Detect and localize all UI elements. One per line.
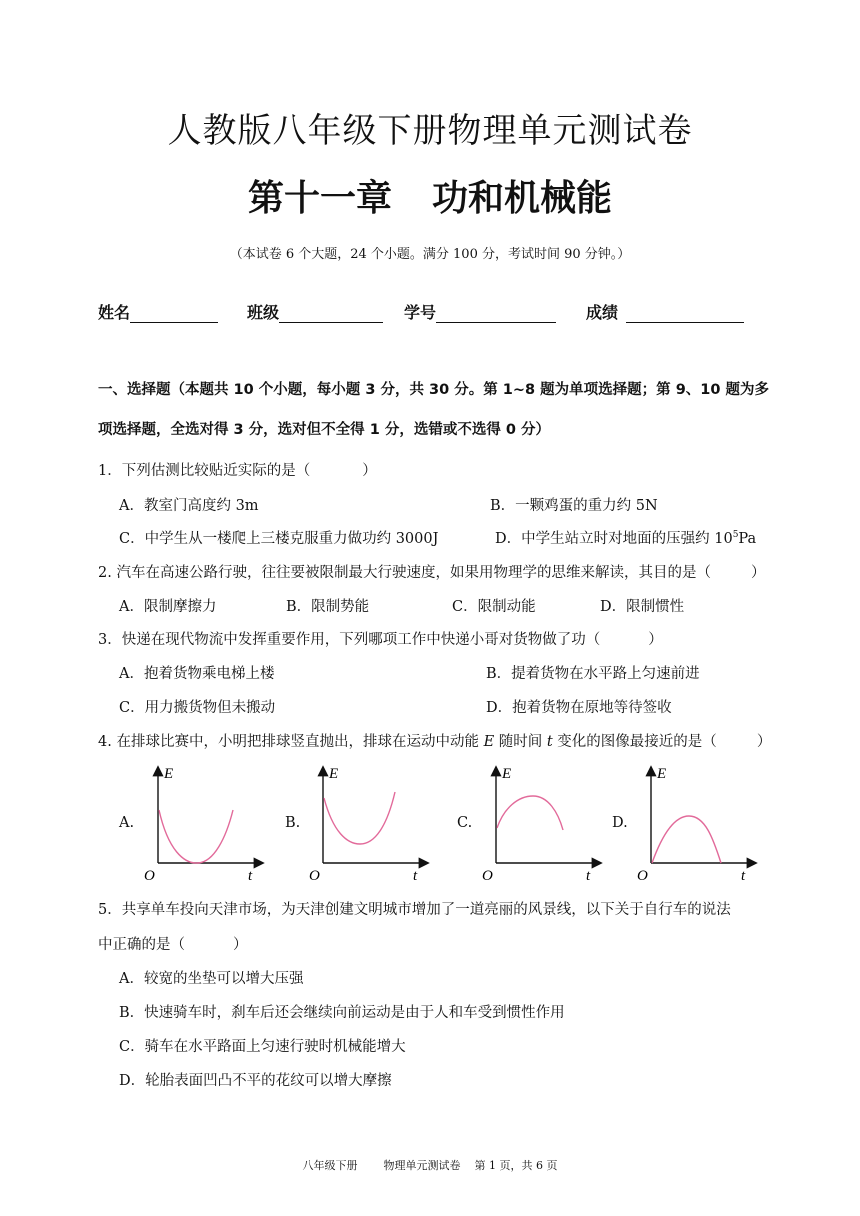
footer-subject: 物理单元测试卷 [383, 1159, 461, 1172]
q5-option-d: D．轮胎表面凹凸不平的花纹可以增大摩擦 [119, 1073, 392, 1089]
q2-stem-text: 2. 汽车在高速公路行驶，往往要被限制最大行驶速度，如果用物理学的思维来解读，其目的是（ [98, 565, 711, 581]
q4-close: ） [756, 734, 772, 750]
q4-var-t: t [546, 734, 553, 750]
q2-option-a: A．限制摩擦力 [119, 599, 217, 615]
q2-close: ） [750, 565, 766, 581]
chapter-name: 功和机械能 [432, 178, 613, 219]
question-5-stem-line1: 5．共享单车投向天津市场，为天津创建文明城市增加了一道亮丽的风景线，以下关于自行车的说法 [98, 902, 731, 918]
kinetic-energy-curve [497, 796, 563, 830]
q3-option-b: B．提着货物在水平路上匀速前进 [486, 666, 700, 682]
q2-option-c: C．限制动能 [452, 599, 536, 615]
q4-var-e: E [483, 734, 495, 750]
footer-grade: 八年级下册 [302, 1159, 358, 1172]
axis-t-label: t [413, 868, 418, 884]
page-footer [0, 1157, 860, 1173]
score-label: 成绩 [586, 303, 619, 322]
q4-graph-c [478, 760, 608, 886]
question-4-stem [98, 730, 771, 751]
q4-graph-d-label: D. [612, 815, 628, 831]
q5-option-c: C．骑车在水平路面上匀速行驶时机械能增大 [119, 1039, 406, 1055]
q4-stem-mid: 随时间 [494, 734, 547, 750]
class-field[interactable] [247, 300, 383, 323]
q3-stem-text: 3．快递在现代物流中发挥重要作用，下列哪项工作中快递小哥对货物做了功（ [98, 632, 601, 648]
q1-option-c: C．中学生从一楼爬上三楼克服重力做功约 3000J [119, 531, 439, 547]
origin-label: O [482, 868, 493, 884]
q1-option-b: B．一颗鸡蛋的重力约 5N [490, 498, 658, 514]
q3-close: ） [648, 632, 663, 648]
question-3-stem [98, 628, 663, 649]
footer-page: 第 1 页，共 6 页 [474, 1159, 558, 1172]
q4-graph-b [305, 760, 435, 886]
id-field[interactable] [404, 300, 556, 323]
origin-label: O [637, 868, 648, 884]
q4-stem-post: 变化的图像最接近的是（ [552, 734, 717, 750]
page-title: 人教版八年级下册物理单元测试卷 [167, 111, 693, 151]
q1-d-text: D．中学生站立时对地面的压强约 10 [495, 531, 733, 547]
section-heading-line2: 项选择题，全选对得 3 分，选对但不全得 1 分，选错或不选得 0 分） [98, 422, 551, 438]
axis-t-label: t [586, 868, 591, 884]
chapter-title [0, 170, 860, 221]
q1-d-exponent: 5 [732, 530, 739, 541]
q5-option-b: B．快速骑车时，刹车后还会继续向前运动是由于人和车受到惯性作用 [119, 1005, 565, 1021]
q1-stem-text: 1．下列估测比较贴近实际的是（ [98, 463, 311, 479]
question-5-stem-line2 [98, 933, 248, 954]
q1-d-unit: Pa [738, 531, 757, 547]
q1-close: ） [362, 463, 377, 479]
axis-e-label: E [502, 766, 512, 782]
q5-stem-text: 中正确的是（ [98, 937, 185, 953]
name-label: 姓名 [98, 303, 131, 322]
q4-graph-a [140, 760, 270, 886]
q2-option-d: D．限制惯性 [600, 599, 685, 615]
q3-option-d: D．抱着货物在原地等待签收 [486, 700, 672, 716]
q4-graph-a-label: A. [119, 815, 135, 831]
q2-option-b: B．限制势能 [286, 599, 370, 615]
q3-option-a: A．抱着货物乘电梯上楼 [119, 666, 275, 682]
q5-option-a: A．较宽的坐垫可以增大压强 [119, 971, 304, 987]
axis-t-label: t [741, 868, 746, 884]
exam-note: （本试卷 6 个大题，24 个小题。满分 100 分，考试时间 90 分钟。） [229, 247, 631, 262]
question-1-stem [98, 459, 377, 480]
axis-e-label: E [657, 766, 667, 782]
id-blank[interactable] [436, 306, 556, 323]
score-blank[interactable] [626, 306, 744, 323]
axis-e-label: E [164, 766, 174, 782]
kinetic-energy-curve [159, 810, 233, 863]
q4-graph-d [633, 760, 763, 886]
kinetic-energy-curve [324, 792, 395, 844]
section-heading-line1: 一、选择题（本题共 10 个小题，每小题 3 分，共 30 分。第 1~8 题为单项选择题；第 9、10 题为多 [98, 382, 770, 398]
q1-option-d [495, 527, 756, 548]
q4-graph-c-label: C. [457, 815, 473, 831]
q4-stem-pre: 4. 在排球比赛中，小明把排球竖直抛出，排球在运动中动能 [98, 734, 484, 750]
name-field[interactable] [98, 300, 218, 323]
id-label: 学号 [404, 303, 437, 322]
origin-label: O [144, 868, 155, 884]
q1-option-a: A．教室门高度约 3m [119, 498, 259, 514]
axis-t-label: t [248, 868, 253, 884]
chapter-number: 第十一章 [247, 178, 392, 219]
origin-label: O [309, 868, 320, 884]
q3-option-c: C．用力搬货物但未搬动 [119, 700, 276, 716]
name-blank[interactable] [130, 306, 218, 323]
q4-graph-b-label: B. [285, 815, 301, 831]
class-blank[interactable] [279, 306, 383, 323]
score-field[interactable] [586, 300, 744, 323]
kinetic-energy-curve [652, 816, 721, 863]
question-2-stem [98, 561, 765, 582]
class-label: 班级 [247, 303, 280, 322]
q5-close: ） [233, 937, 248, 953]
axis-e-label: E [329, 766, 339, 782]
